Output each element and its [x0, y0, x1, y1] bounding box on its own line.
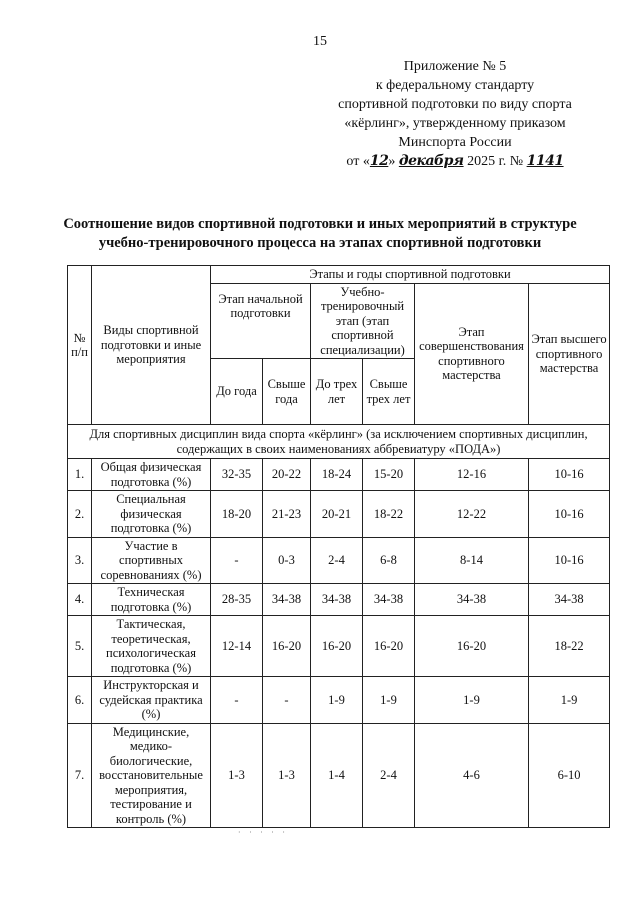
- table-row: [68, 584, 610, 616]
- cell-perfection: 8-14: [415, 537, 529, 584]
- header-over-three: Свыше трех лет: [363, 359, 415, 425]
- cell-highest: 10-16: [529, 491, 610, 538]
- header-up-to-year: До года: [211, 359, 263, 425]
- table-row: [68, 723, 610, 828]
- cell-over-year: -: [263, 677, 311, 724]
- header-stage-initial: Этап начальной подготовки: [211, 283, 311, 359]
- cell-over-year: 1-3: [263, 723, 311, 828]
- cell-perfection: 34-38: [415, 584, 529, 616]
- cell-up-to-year: 1-3: [211, 723, 263, 828]
- cell-up-to-year: -: [211, 537, 263, 584]
- cell-up-to-three: 1-4: [311, 723, 363, 828]
- header-stage-highest: Этап высшего спортивного мастерства: [529, 283, 610, 425]
- cell-highest: 34-38: [529, 584, 610, 616]
- row-name: Техническая подготовка (%): [92, 584, 211, 616]
- header-over-year: Свыше года: [263, 359, 311, 425]
- table-row: [68, 677, 610, 724]
- section-title: Для спортивных дисциплин вида спорта «кёрлинг» (за исключением спортивных дисциплин, содержащих в своих наименованиях аббревиатуру «ПОДА»): [68, 425, 610, 459]
- table-row: [68, 491, 610, 538]
- training-ratio-table: [67, 265, 610, 828]
- title-line-2: учебно-тренировочного процесса на этапах спортивной подготовки: [98, 235, 542, 251]
- cell-up-to-year: 28-35: [211, 584, 263, 616]
- cell-up-to-three: 20-21: [311, 491, 363, 538]
- row-num: 3.: [68, 537, 92, 584]
- date-prefix: от «: [346, 154, 370, 169]
- order-number: 1141: [526, 153, 564, 169]
- row-num: 4.: [68, 584, 92, 616]
- cell-over-three: 15-20: [363, 459, 415, 491]
- cell-highest: 18-22: [529, 616, 610, 677]
- cell-highest: 1-9: [529, 677, 610, 724]
- cell-perfection: 16-20: [415, 616, 529, 677]
- table-row: [68, 616, 610, 677]
- row-num: 2.: [68, 491, 92, 538]
- header-stage-perfection: Этап совершенствования спортивного мастерства: [415, 283, 529, 425]
- cell-over-three: 16-20: [363, 616, 415, 677]
- page-number: 15: [313, 34, 327, 49]
- cell-up-to-three: 34-38: [311, 584, 363, 616]
- cell-perfection: 4-6: [415, 723, 529, 828]
- cell-over-year: 16-20: [263, 616, 311, 677]
- cell-up-to-year: 18-20: [211, 491, 263, 538]
- appendix-line-ministry: Минспорта России: [398, 135, 512, 150]
- cell-over-year: 34-38: [263, 584, 311, 616]
- row-name: Специальная физическая подготовка (%): [92, 491, 211, 538]
- header-stage-training: Учебно-тренировочный этап (этап спортивной специализации): [311, 283, 415, 359]
- cell-highest: 10-16: [529, 537, 610, 584]
- appendix-line-standard: к федеральному стандарту: [375, 78, 535, 93]
- cell-over-year: 20-22: [263, 459, 311, 491]
- cell-up-to-three: 1-9: [311, 677, 363, 724]
- cell-perfection: 1-9: [415, 677, 529, 724]
- header-num: № п/п: [68, 266, 92, 425]
- cell-over-three: 34-38: [363, 584, 415, 616]
- cell-highest: 6-10: [529, 723, 610, 828]
- appendix-line-order: «кёрлинг», утвержденному приказом: [344, 116, 566, 131]
- row-name: Медицинские, медико-биологические, восстановительные мероприятия, тестирование и контроль (%): [92, 723, 211, 828]
- date-mid: »: [388, 154, 399, 169]
- table-row: [68, 459, 610, 491]
- row-num: 6.: [68, 677, 92, 724]
- cell-up-to-three: 16-20: [311, 616, 363, 677]
- cell-over-three: 1-9: [363, 677, 415, 724]
- cell-up-to-year: -: [211, 677, 263, 724]
- cell-over-year: 0-3: [263, 537, 311, 584]
- date-month: декабря: [398, 153, 464, 169]
- document-title: [40, 215, 600, 253]
- row-name: Инструкторская и судейская практика (%): [92, 677, 211, 724]
- appendix-header: [300, 57, 610, 171]
- cell-up-to-year: 12-14: [211, 616, 263, 677]
- row-num: 5.: [68, 616, 92, 677]
- cell-over-three: 2-4: [363, 723, 415, 828]
- row-name: Участие в спортивных соревнованиях (%): [92, 537, 211, 584]
- header-stages-group: Этапы и годы спортивной подготовки: [211, 266, 610, 284]
- row-name: Тактическая, теоретическая, психологическая подготовка (%): [92, 616, 211, 677]
- cell-up-to-three: 18-24: [311, 459, 363, 491]
- cell-up-to-three: 2-4: [311, 537, 363, 584]
- cell-up-to-year: 32-35: [211, 459, 263, 491]
- row-name: Общая физическая подготовка (%): [92, 459, 211, 491]
- header-kinds: Виды спортивной подготовки и иные мероприятия: [92, 266, 211, 425]
- scan-artifact: · · · · ·: [238, 828, 288, 837]
- row-num: 1.: [68, 459, 92, 491]
- cell-over-year: 21-23: [263, 491, 311, 538]
- appendix-title: Приложение № 5: [403, 59, 507, 74]
- date-day: 12: [369, 153, 389, 169]
- appendix-line-sport: спортивной подготовки по виду спорта: [338, 97, 572, 112]
- appendix-date-line: [300, 152, 610, 171]
- cell-highest: 10-16: [529, 459, 610, 491]
- header-up-to-three: До трех лет: [311, 359, 363, 425]
- cell-over-three: 18-22: [363, 491, 415, 538]
- row-num: 7.: [68, 723, 92, 828]
- cell-perfection: 12-16: [415, 459, 529, 491]
- table-row: [68, 537, 610, 584]
- date-year: 2025 г. №: [463, 154, 527, 169]
- cell-over-three: 6-8: [363, 537, 415, 584]
- title-line-1: Соотношение видов спортивной подготовки и иных мероприятий в структуре: [63, 216, 577, 232]
- cell-perfection: 12-22: [415, 491, 529, 538]
